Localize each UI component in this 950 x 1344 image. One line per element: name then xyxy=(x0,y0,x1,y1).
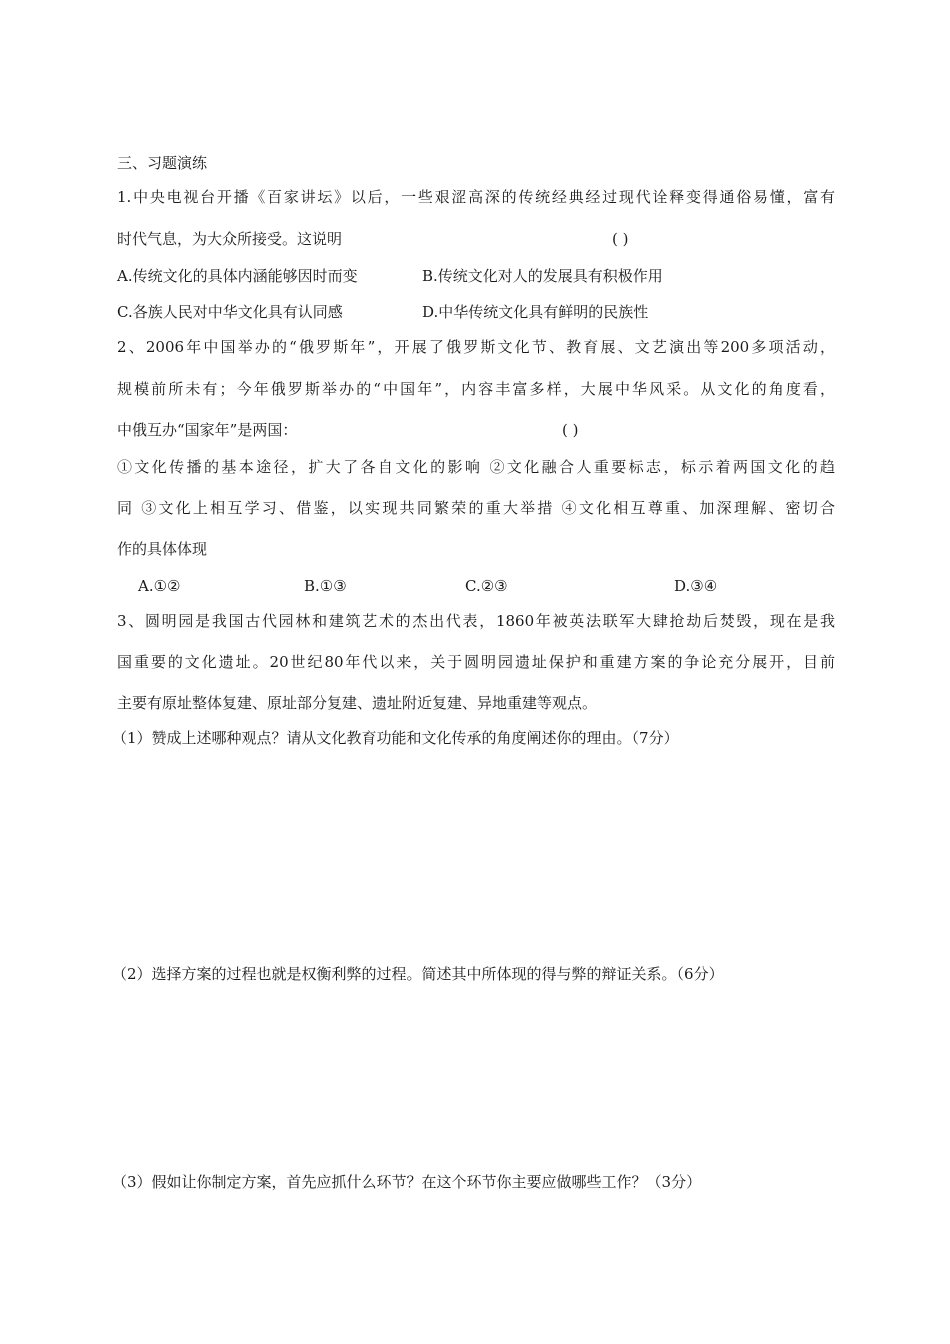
q2-option-d: D.③④ xyxy=(674,577,718,595)
q3-line-1: 3、圆明园是我国古代园林和建筑艺术的杰出代表，1860年被英法联军大肆抢劫后焚毁，现在是我 xyxy=(117,612,835,630)
q2-option-b: B.①③ xyxy=(304,577,347,595)
q2-option-c: C.②③ xyxy=(465,577,508,595)
q1-option-b: B.传统文化对人的发展具有积极作用 xyxy=(422,267,663,285)
q2-answer-blank: ( ) xyxy=(562,421,579,439)
q1-line-1: 1.中央电视台开播《百家讲坛》以后，一些艰涩高深的传统经典经过现代诠释变得通俗易懂，富有 xyxy=(117,188,835,206)
q3-subquestion-3: （3）假如让你制定方案，首先应抓什么环节？在这个环节你主要应做哪些工作？（3分） xyxy=(112,1173,702,1191)
q3-line-2: 国重要的文化遗址。20世纪80年代以来，关于圆明园遗址保护和重建方案的争论充分展开，目前 xyxy=(117,653,835,671)
q1-option-a: A.传统文化的具体内涵能够因时而变 xyxy=(117,267,358,285)
q1-option-d: D.中华传统文化具有鲜明的民族性 xyxy=(422,303,649,321)
q2-option-a: A.①② xyxy=(138,577,181,595)
q2-line-3: 中俄互办“国家年”是两国： xyxy=(117,421,298,439)
q2-statement-line-3: 作的具体体现 xyxy=(117,540,208,558)
q3-line-3: 主要有原址整体复建、原址部分复建、遗址附近复建、异地重建等观点。 xyxy=(117,694,598,712)
q1-option-c: C.各族人民对中华文化具有认同感 xyxy=(117,303,343,321)
q1-answer-blank: ( ) xyxy=(612,230,629,248)
q1-line-2: 时代气息，为大众所接受。这说明 xyxy=(117,230,343,248)
q2-line-1: 2、2006年中国举办的“俄罗斯年”，开展了俄罗斯文化节、教育展、文艺演出等200多项活动， xyxy=(117,338,835,356)
section-title: 三、习题演练 xyxy=(117,154,208,172)
q3-subquestion-2: （2）选择方案的过程也就是权衡利弊的过程。简述其中所体现的得与弊的辩证关系。（6分） xyxy=(112,965,724,983)
q2-statement-line-2: 同 ③文化上相互学习、借鉴，以实现共同繁荣的重大举措 ④文化相互尊重、加深理解、密切合 xyxy=(117,499,835,517)
q2-line-2: 规模前所未有；今年俄罗斯举办的“中国年”，内容丰富多样，大展中华风采。从文化的角度看， xyxy=(117,380,835,398)
q2-statement-line-1: ①文化传播的基本途径，扩大了各自文化的影响 ②文化融合人重要标志，标示着两国文化的趋 xyxy=(117,458,835,476)
q3-subquestion-1: （1）赞成上述哪种观点？请从文化教育功能和文化传承的角度阐述你的理由。（7分） xyxy=(112,729,679,747)
